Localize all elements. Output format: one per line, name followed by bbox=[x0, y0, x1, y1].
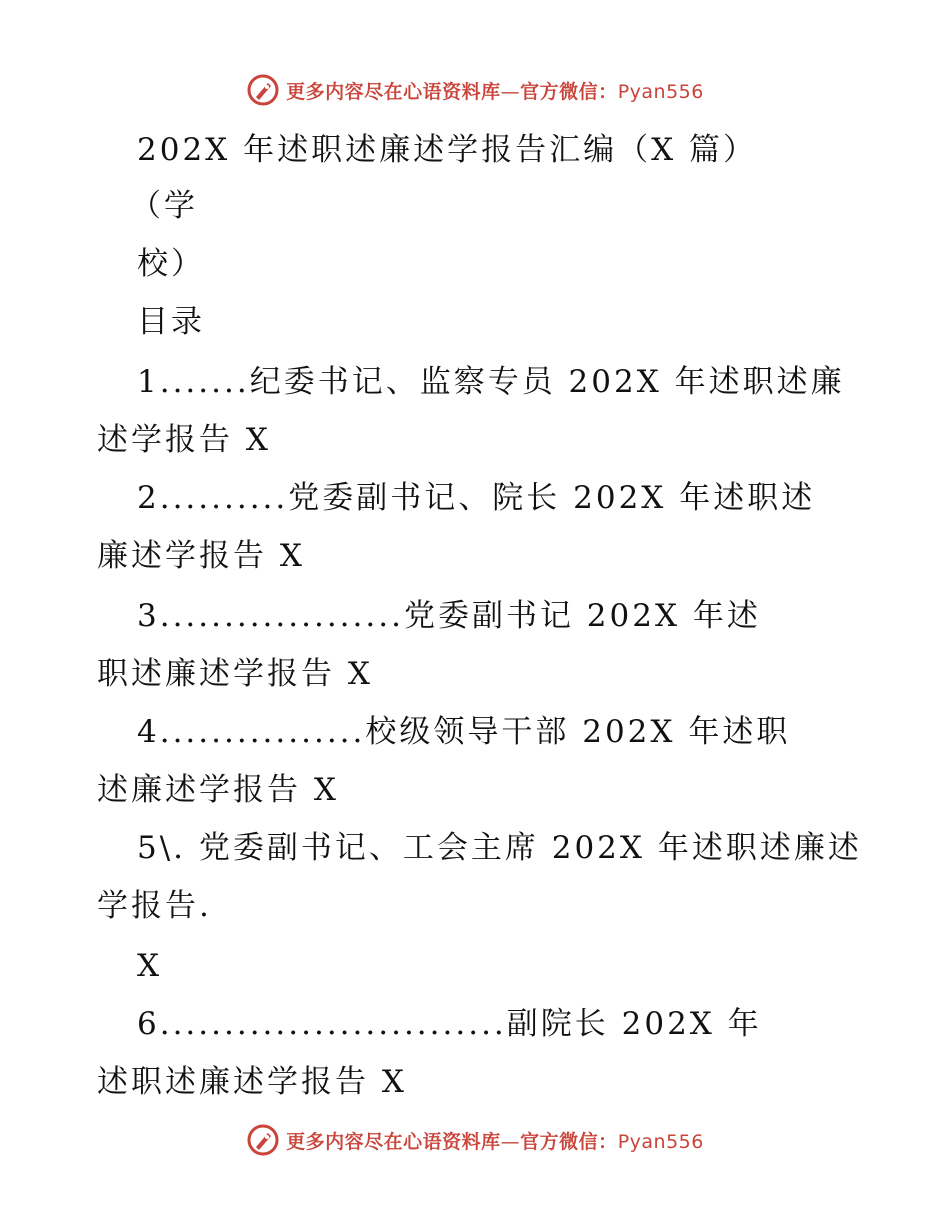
document-title: 202X 年述职述廉述学报告汇编（X 篇） bbox=[137, 132, 758, 168]
pen-nib-circle-icon bbox=[246, 73, 280, 107]
toc-line: 述学报告 X bbox=[97, 422, 271, 458]
toc-line: 6...........................副院长 202X 年 bbox=[137, 1006, 762, 1042]
toc-line: 4................校级领导干部 202X 年述职 bbox=[137, 714, 791, 750]
toc-line: 述廉述学报告 X bbox=[97, 772, 339, 808]
toc-line: 3...................党委副书记 202X 年述 bbox=[137, 598, 761, 634]
watermark-text: 更多内容尽在心语资料库—官方微信：Pyan556 bbox=[286, 1130, 704, 1153]
footer-watermark bbox=[0, 1120, 950, 1160]
toc-line: 廉述学报告 X bbox=[97, 538, 305, 574]
toc-line: 2..........党委副书记、院长 202X 年述职述 bbox=[137, 480, 816, 516]
header-watermark bbox=[0, 70, 950, 110]
toc-line: 1.......纪委书记、监察专员 202X 年述职述廉 bbox=[137, 364, 845, 400]
pen-nib-circle-icon bbox=[246, 1123, 280, 1157]
toc-line: 学报告. bbox=[97, 888, 212, 924]
watermark-text: 更多内容尽在心语资料库—官方微信：Pyan556 bbox=[286, 80, 704, 103]
toc-line: 职述廉述学报告 X bbox=[97, 656, 373, 692]
document-subtitle-line1: （学 bbox=[130, 188, 198, 224]
toc-line: 述职述廉述学报告 X bbox=[97, 1064, 407, 1100]
toc-heading: 目录 bbox=[137, 304, 205, 340]
toc-line: X bbox=[137, 948, 163, 984]
toc-line: 5\. 党委副书记、工会主席 202X 年述职述廉述 bbox=[137, 830, 862, 866]
document-subtitle-line2: 校） bbox=[137, 246, 205, 282]
